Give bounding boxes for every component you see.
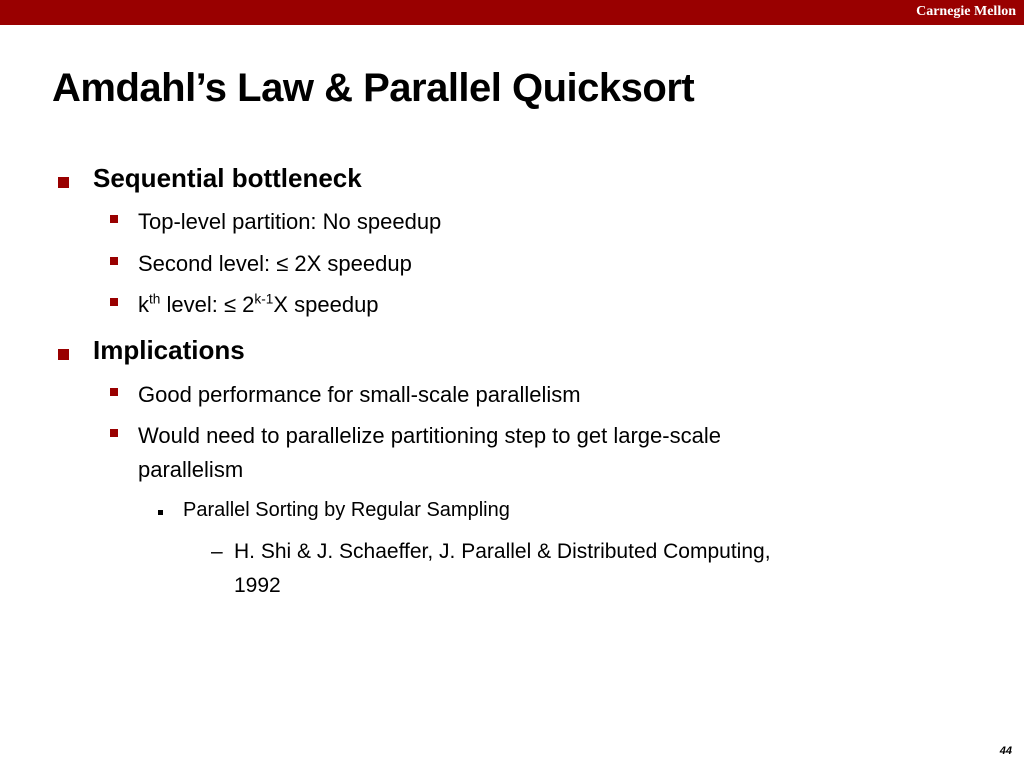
brand-name: Carnegie Mellon (916, 4, 1016, 19)
bullet-square-icon (110, 215, 118, 223)
bullet-good-performance: Good performance for small-scale parallelism (138, 382, 581, 407)
bullet-implications: Implications (93, 335, 245, 365)
reference-line2: 1992 (234, 574, 281, 597)
reference-line1: H. Shi & J. Schaeffer, J. Parallel & Distributed Computing, (234, 540, 771, 563)
bullet-square-icon (58, 177, 69, 188)
bullet-square-icon (110, 298, 118, 306)
bullet-top-level: Top-level partition: No speedup (138, 209, 442, 234)
bullet-square-icon (110, 388, 118, 396)
bullet-parallelize-line2: parallelism (138, 457, 244, 482)
slide-title: Amdahl’s Law & Parallel Quicksort (52, 66, 695, 110)
top-banner (0, 0, 1024, 25)
bullet-second-level: Second level: ≤ 2X speedup (138, 251, 412, 276)
bullet-sequential-bottleneck: Sequential bottleneck (93, 163, 362, 193)
bullet-psrs: Parallel Sorting by Regular Sampling (183, 499, 510, 521)
bullet-square-icon (110, 257, 118, 265)
dash-icon: – (211, 540, 223, 563)
bullet-square-icon (110, 429, 118, 437)
bullet-square-icon (58, 349, 69, 360)
bullet-parallelize-line1: Would need to parallelize partitioning step to get large-scale (138, 423, 721, 448)
bullet-small-square-icon (158, 510, 163, 515)
page-number: 44 (999, 745, 1012, 757)
bullet-kth-level: $k^{th}$ level: ≤ $2^{k-1}X$ speedup (138, 291, 379, 317)
